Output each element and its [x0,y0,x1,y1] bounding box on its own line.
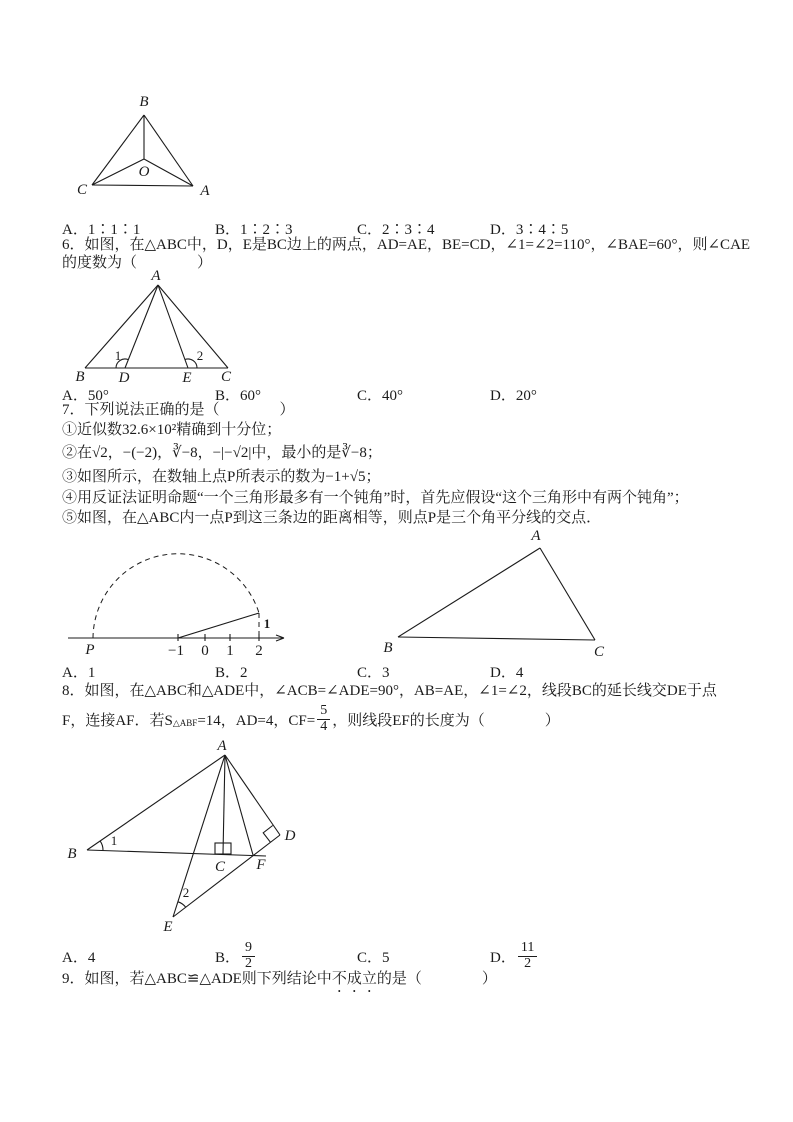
question-7-item4: ④用反证法证明命题“一个三角形最多有一个钝角”时，首先应假设“这个三角形中有两个钝角”； [62,490,689,506]
vertex-label-c: C [214,859,226,875]
point-label-p: P [85,642,95,658]
vertex-label-b: B [139,94,149,110]
figure-number-line [60,530,300,660]
vertex-label-d: D [118,370,130,386]
vertex-label-b: B [75,369,85,385]
option-fraction [242,941,255,971]
fraction-denominator: 2 [524,955,532,971]
vertex-label-c: C [593,644,605,660]
q8-text-c: ，则线段EF的长度为（ ） [332,712,560,729]
fraction-denominator: 4 [320,718,328,734]
option-q6-b: B．60° [215,388,262,404]
option-q8-d [490,938,539,974]
figure-q6-triangle [60,268,250,386]
vertex-label-o: O [138,164,150,180]
angle-label-2: 2 [182,885,190,900]
question-7-item1: ①近似数32.6×10²精确到十分位； [62,422,282,438]
question-7-item2: ②在√2，−(−2)，∛−8，−|−√2|中，最小的是∛−8； [62,445,382,461]
option-ratio-a: A．1∶1∶1 [62,222,141,238]
vertex-label-e: E [182,370,192,386]
question-7-item5: ⑤如图，在△ABC内一点P到这三条边的距离相等，则点P是三个角平分线的交点． [62,510,602,526]
option-q8-a: A．4 [62,949,96,966]
vertex-label-a: A [531,528,541,544]
q9-emphasized-text: 不成立 [331,971,377,987]
figure-triangle-abc [380,525,630,660]
vertex-label-c: C [76,182,88,198]
option-letter: D． [490,949,516,966]
vertex-label-e: E [163,919,173,935]
q8-text-b: =14，AD=4，CF= [197,712,316,729]
option-ratio-d: D．3∶4∶5 [490,222,569,238]
segment-height-label: 1 [263,616,271,631]
option-q6-a: A．50° [62,388,109,404]
tick-label-1: 1 [226,643,234,659]
vertex-label-f: F [256,857,266,873]
question-6-line2: 的度数为（ ） [62,255,213,271]
option-letter: B． [215,949,241,966]
vertex-label-c: C [220,369,232,385]
figure-q8-construction [60,740,310,935]
question-9-line [62,970,497,996]
question-8-line1: 8．如图，在△ABC和△ADE中，∠ACB=∠ADE=90°，AB=AE，∠1=∠2，线段BC的延长线交DE于点 [62,683,717,699]
fraction-numerator: 11 [518,941,537,957]
angle-label-2: 2 [196,348,204,363]
fraction-denominator: 2 [245,955,253,971]
vertex-label-b: B [383,640,393,656]
vertex-label-b: B [67,846,77,862]
radius-line [178,613,259,638]
fraction-numerator: 9 [242,941,255,957]
option-q7-b: B．2 [215,665,248,681]
fraction-numerator: 5 [317,704,330,720]
vertex-label-a: A [200,183,210,199]
option-q7-c: C．3 [357,665,390,681]
option-fraction [518,941,537,971]
vertex-label-d: D [284,828,296,844]
option-q6-c: C．40° [357,388,404,404]
option-q8-b [215,938,257,974]
figure-triangle-obc [70,92,230,204]
angle-arc-2 [178,902,186,907]
angle-label-1: 1 [114,348,122,363]
angle-arc-1 [100,841,103,851]
tick-label-2: 2 [255,643,263,659]
angle-label-1: 1 [110,833,118,848]
option-ratio-c: C．2∶3∶4 [357,222,435,238]
question-7-item3: ③如图所示，在数轴上点P所表示的数为−1+√5； [62,469,381,485]
option-q7-d: D．4 [490,665,524,681]
vertex-label-a: A [151,268,161,284]
q8-text-a: F，连接AF．若S [62,712,173,729]
triangle-edges [85,285,228,368]
triangle-edges [398,548,595,640]
q8-area-subscript: △ABF [172,717,198,728]
option-q8-c: C．5 [357,949,390,966]
vertex-label-a: A [217,738,227,754]
question-8-line2 [62,701,560,737]
right-angle-mark-d [263,826,273,843]
question-7-title: 7．下列说法正确的是（ ） [62,402,295,418]
question-6-line1: 6．如图，在△ABC中，D，E是BC边上的两点，AD=AE，BE=CD，∠1=∠2=110°，∠BAE=60°，则∠CAE [62,237,751,253]
option-q6-d: D．20° [490,388,537,404]
tick-label-0: 0 [201,643,209,659]
q9-text-post: 的是（ ） [376,971,497,987]
tick-label-minus1: −1 [168,643,184,659]
dashed-semicircle-arc [93,554,259,638]
option-q7-a: A．1 [62,665,96,681]
q8-fraction-cf [317,704,330,734]
option-ratio-b: B．1∶2∶3 [215,222,293,238]
q9-text-pre: 9．如图，若△ABC≌△ADE则下列结论中 [62,971,332,987]
